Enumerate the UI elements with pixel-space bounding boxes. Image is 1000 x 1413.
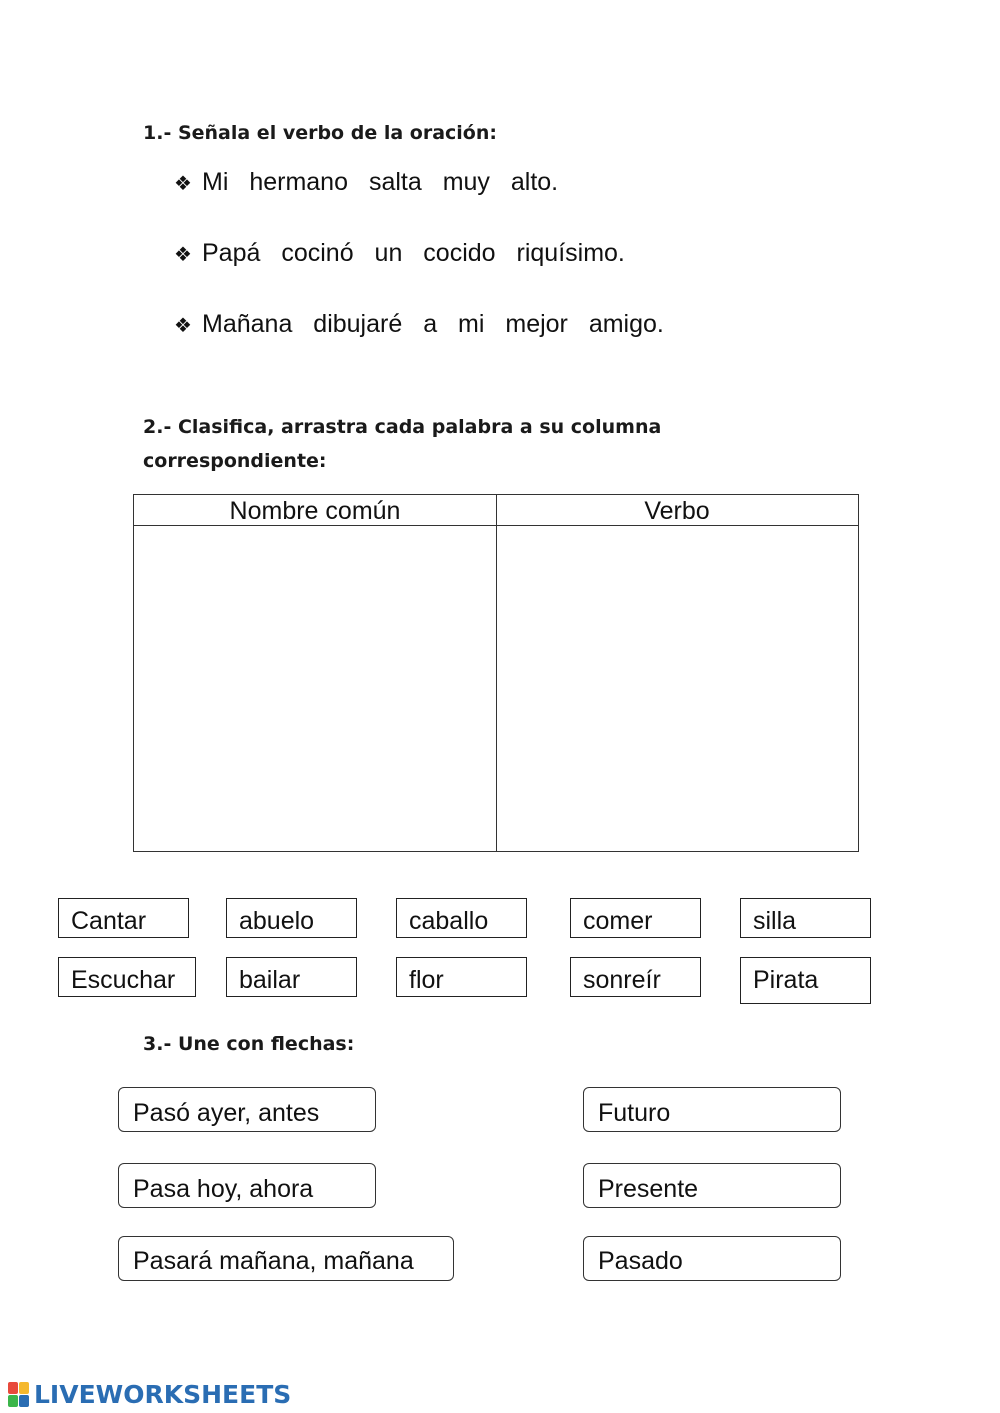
draggable-word[interactable]: Cantar (58, 898, 189, 938)
liveworksheets-logo-icon (8, 1382, 30, 1408)
draggable-word[interactable]: abuelo (226, 898, 357, 938)
draggable-word[interactable]: Escuchar (58, 957, 196, 997)
classification-table (133, 494, 859, 852)
match-left-item[interactable]: Pasó ayer, antes (118, 1087, 376, 1132)
sentence-text[interactable]: Papá cocinó un cocido riquísimo. (202, 239, 625, 267)
logo-text: LIVEWORKSHEETS (34, 1380, 292, 1409)
diamond-bullet-icon: ❖ (174, 170, 192, 195)
drop-zone-verbo[interactable] (497, 526, 858, 851)
draggable-word[interactable]: bailar (226, 957, 357, 997)
sentence-text[interactable]: Mañana dibujaré a mi mejor amigo. (202, 310, 664, 338)
column-header-nombre-comun: Nombre común (134, 495, 496, 526)
match-left-item[interactable]: Pasará mañana, mañana (118, 1236, 454, 1281)
column-header-verbo: Verbo (496, 495, 858, 526)
sentence-row (174, 168, 558, 197)
draggable-word[interactable]: silla (740, 898, 871, 938)
sentence-row (174, 310, 664, 339)
match-right-item[interactable]: Presente (583, 1163, 841, 1208)
section-3-heading: 3.- Une con flechas: (143, 1033, 355, 1055)
draggable-word[interactable]: flor (396, 957, 527, 997)
draggable-word[interactable]: caballo (396, 898, 527, 938)
diamond-bullet-icon: ❖ (174, 312, 192, 337)
match-left-item[interactable]: Pasa hoy, ahora (118, 1163, 376, 1208)
draggable-word[interactable]: sonreír (570, 957, 701, 997)
sentence-text[interactable]: Mi hermano salta muy alto. (202, 168, 559, 196)
drop-zone-nombre-comun[interactable] (134, 526, 496, 851)
section-1-heading: 1.- Señala el verbo de la oración: (143, 122, 497, 144)
section-2-heading-continued: correspondiente: (143, 450, 327, 472)
match-right-item[interactable]: Pasado (583, 1236, 841, 1281)
section-2-heading: 2.- Clasifica, arrastra cada palabra a su columna (143, 416, 662, 438)
match-right-item[interactable]: Futuro (583, 1087, 841, 1132)
draggable-word[interactable]: comer (570, 898, 701, 938)
draggable-word[interactable]: Pirata (740, 957, 871, 1004)
diamond-bullet-icon: ❖ (174, 241, 192, 266)
liveworksheets-logo[interactable] (8, 1380, 291, 1409)
sentence-row (174, 239, 625, 268)
